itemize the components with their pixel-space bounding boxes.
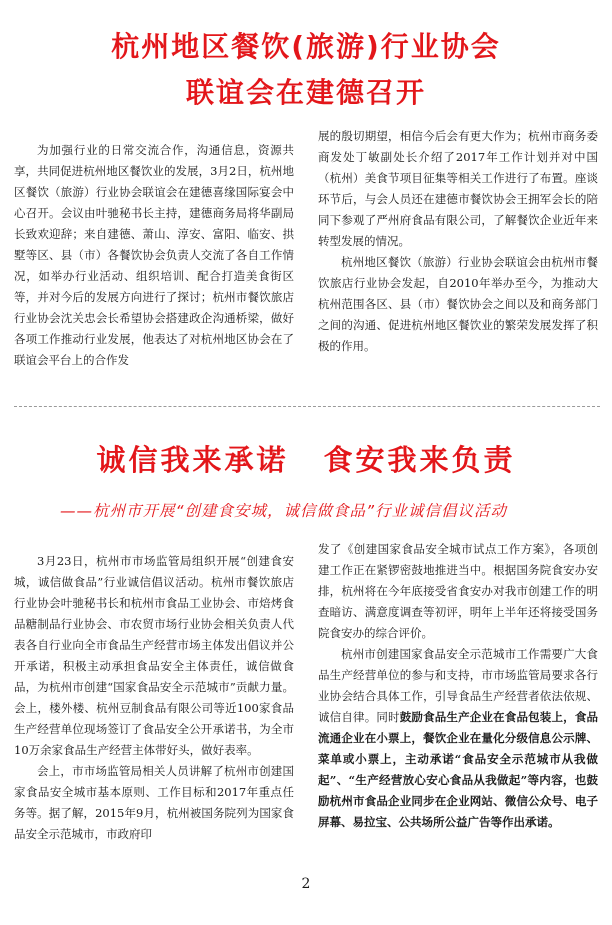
article2-column1 <box>14 551 294 845</box>
article2-paragraph2: 会上，市市场监管局相关人员讲解了杭州市创建国家食品安全城市基本原则、工作目标和2017年重点任务等。据了解，2015年9月，杭州被国务院列为国家食品安全示范城市，市政府印 <box>14 764 294 841</box>
article2-subtitle: ——杭州市开展“创建食安城，诚信做食品”行业诚信倡议活动 <box>60 502 508 520</box>
article2-paragraph3 <box>318 644 598 833</box>
article1-paragraph1: 为加强行业的日常交流合作，沟通信息，资源共享，共同促进杭州地区餐饮业的发展，3月2日，杭州地区餐饮（旅游）行业协会联谊会在建德喜缘国际宴会中心召开。会议由叶驰秘书长主持，建德商务局将华副局长致欢迎辞；来自建德、萧山、淳安、富阳、临安、拱墅等区、县（市）各餐饮协会负责人交流了各自工作情况，如举办行业活动、组织培训、配合打造美食街区等，并对今后的发展方向进行了探讨；杭州市餐饮旅店行业协会沈关忠会长希望协会搭建政企沟通桥梁，做好各项工作推动行业发展，他表达了对杭州地区协会在了联谊会平台上的合作发 <box>14 143 294 367</box>
article1-column1 <box>14 140 294 371</box>
article1-column2 <box>318 126 598 357</box>
article2-paragraph3-text: 杭州市创建国家食品安全示范城市工作需要广大食品生产经营单位的参与和支持，市市场监管局要求各行业协会结合具体工作，引导食品生产经营者依法依规、诚信自律。同时 <box>318 647 598 724</box>
article2-column2 <box>318 539 598 833</box>
article1-title-line2: 联谊会在建德召开 <box>185 76 426 109</box>
section-divider <box>14 406 600 407</box>
article2-paragraph3-bold-text: 鼓励食品生产企业在食品包装上，食品流通企业在小票上，餐饮企业在量化分级信息公示牌、菜单或小票上，主动承诺“食品安全示范城市从我做起”、“生产经营放心安心食品从我做起”等内容，也鼓励杭州市食品企业同步在企业网站、微信公众号、电子屏幕、易拉宝、公共场所公益广告等作出承诺。 <box>318 710 598 829</box>
article1-paragraph2: 杭州地区餐饮（旅游）行业协会联谊会由杭州市餐饮旅店行业协会发起，自2010年举办至今，为推动大杭州范围各区、县（市）餐饮协会之间以及和商务部门之间的沟通、促进杭州地区餐饮业的繁荣发展发挥了积极的作用。 <box>318 255 598 353</box>
page-number: 2 <box>301 876 311 892</box>
article2-title: 诚信我来承诺 食安我来负责 <box>96 443 516 477</box>
article1-paragraph1-continued: 展的殷切期望，相信今后会有更大作为；杭州市商务委商发处丁敏副处长介绍了2017年工作计划并对中国（杭州）美食节项目征集等相关工作进行了布置。座谈环节后，与会人员还在建德市餐饮协会王拥军会长的陪同下参观了严州府食品有限公司，了解餐饮企业近年来转型发展的情况。 <box>318 129 598 248</box>
article1-title-line1: 杭州地区餐饮(旅游)行业协会 <box>111 30 501 63</box>
article2-paragraph1: 3月23日，杭州市市场监管局组织开展“创建食安城，诚信做食品”行业诚信倡议活动。杭州市餐饮旅店行业协会叶驰秘书长和杭州市食品工业协会、市焙烤食品糖制品行业协会、市农贸市场行业协会相关负责人代表各自行业向全市食品生产经营市场主体发出倡议并公开承诺，积极主动承担食品安全主体责任，诚信做食品，为杭州市创建“国家食品安全示范城市”贡献力量。会上，楼外楼、杭州豆制食品有限公司等近100家食品生产经营单位现场签订了食品安全公开承诺书，为全市10万余家食品生产经营主体带好头，做好表率。 <box>14 554 294 757</box>
article2-paragraph2-continued: 发了《创建国家食品安全城市试点工作方案》，各项创建工作正在紧锣密鼓地推进当中。根据国务院食安办安排，杭州将在今年底接受省食安办对我市创建工作的明查暗访、满意度调查等初评，明年上半年还将接受国务院食安办的综合评价。 <box>318 542 598 640</box>
